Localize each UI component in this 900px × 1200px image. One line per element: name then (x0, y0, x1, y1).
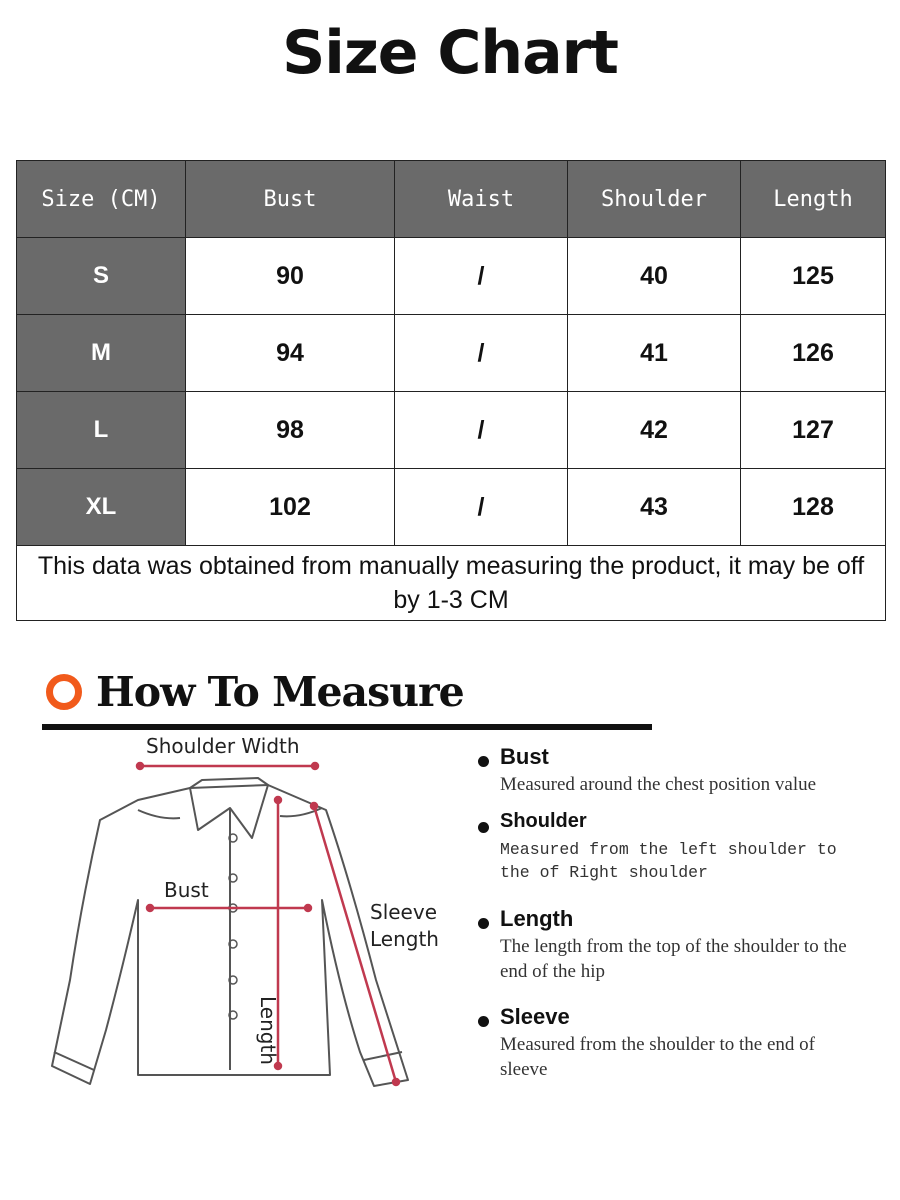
bullet-heading: Length (500, 906, 574, 931)
waist-value: / (395, 392, 568, 469)
bullet-heading: Bust (500, 744, 549, 769)
waist-value: / (395, 469, 568, 546)
orange-circle-icon (46, 674, 82, 710)
table-note-row (17, 546, 886, 621)
shoulder-value: 40 (568, 238, 741, 315)
header-size: Size (CM) (17, 161, 186, 238)
bullet-heading: Sleeve (500, 1004, 570, 1029)
bust-point (305, 905, 311, 911)
bullet-dot-icon (478, 1016, 489, 1027)
bullet-description: Measured from the left shoulder to the of Right shoulder (500, 840, 837, 882)
shoulder-width-point (137, 763, 143, 769)
bullet-description: The length from the top of the shoulder to the end of the hip (500, 936, 847, 982)
length-value: 127 (741, 392, 886, 469)
size-label: XL (17, 469, 186, 546)
header-bust: Bust (186, 161, 395, 238)
length-value: 125 (741, 238, 886, 315)
shoulder-value: 43 (568, 469, 741, 546)
bullet-description: Measured around the chest position value (500, 774, 817, 795)
size-label: M (17, 315, 186, 392)
bust-value: 94 (186, 315, 395, 392)
measurement-note: This data was obtained from manually measuring the product, it may be off by 1-3 CM (17, 546, 886, 621)
length-label: Length (256, 996, 280, 1065)
table-row (17, 469, 886, 546)
bullet-dot-icon (478, 756, 489, 767)
bullet-description: Measured from the shoulder to the end of sleeve (500, 1034, 815, 1080)
shirt-cuff-left (54, 1052, 94, 1070)
length-value: 128 (741, 469, 886, 546)
table-row (17, 392, 886, 469)
shoulder-value: 42 (568, 392, 741, 469)
size-label: S (17, 238, 186, 315)
bust-value: 90 (186, 238, 395, 315)
length-point (275, 797, 281, 803)
bust-value: 98 (186, 392, 395, 469)
bullet-dot-icon (478, 822, 489, 833)
header-shoulder: Shoulder (568, 161, 741, 238)
shoulder-width-point (312, 763, 318, 769)
how-to-measure-header (42, 668, 652, 730)
bust-value: 102 (186, 469, 395, 546)
how-to-measure-title: How To Measure (96, 668, 464, 716)
header-waist: Waist (395, 161, 568, 238)
sleeve-length-point (311, 803, 317, 809)
table-row (17, 315, 886, 392)
bust-label: Bust (164, 878, 209, 902)
sleeve-label-line1: Sleeve (370, 900, 438, 924)
page-title: Size Chart (282, 18, 618, 88)
length-value: 126 (741, 315, 886, 392)
size-table (16, 160, 886, 621)
bullet-heading: Shoulder (500, 810, 587, 832)
waist-value: / (395, 238, 568, 315)
shoulder-width-label: Shoulder Width (146, 734, 300, 758)
table-header-row (17, 161, 886, 238)
header-length: Length (741, 161, 886, 238)
sleeve-label-line2: Length (370, 927, 439, 951)
size-label: L (17, 392, 186, 469)
sleeve-length-point (393, 1079, 399, 1085)
bust-point (147, 905, 153, 911)
waist-value: / (395, 315, 568, 392)
shoulder-value: 41 (568, 315, 741, 392)
shirt-cuff-right (364, 1052, 402, 1060)
table-row (17, 238, 886, 315)
bullet-dot-icon (478, 918, 489, 929)
